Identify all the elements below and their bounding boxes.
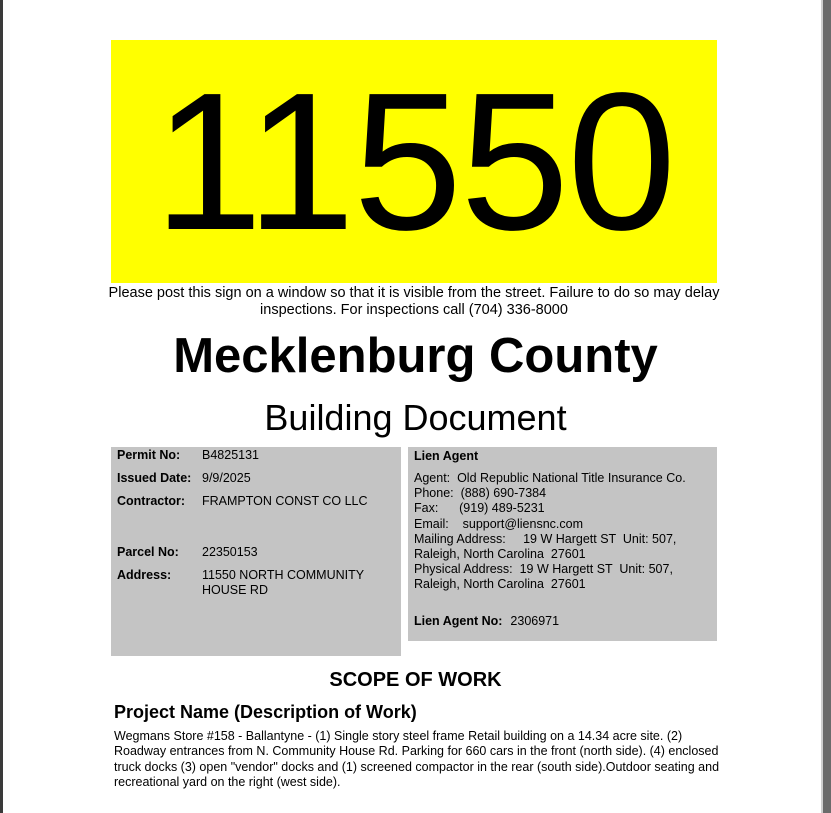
address-row xyxy=(117,568,392,598)
lien-physical-address-line2: Raleigh, North Carolina 27601 xyxy=(414,577,586,592)
issued-date-row xyxy=(117,471,387,486)
contractor-row xyxy=(117,494,387,509)
county-title: Mecklenburg County xyxy=(173,329,658,383)
lien-agent-name: Agent: Old Republic National Title Insurance Co. xyxy=(414,471,686,485)
parcel-row xyxy=(117,545,387,560)
lien-agent-email: Email: support@liensnc.com xyxy=(414,516,584,531)
parcel-value: 22350153 xyxy=(202,545,258,559)
issued-date-label: Issued Date: xyxy=(117,471,192,485)
lien-agent-fax: Fax: (919) 489-5231 xyxy=(414,501,545,516)
contractor-label: Contractor: xyxy=(117,494,186,508)
lien-agent-phone: Phone: (888) 690-7384 xyxy=(414,486,547,501)
parcel-label: Parcel No: xyxy=(117,545,179,559)
lien-agent-no-label: Lien Agent No: xyxy=(414,614,503,628)
document-type: Building Document xyxy=(264,397,567,438)
lien-physical-address-line1: Physical Address: 19 W Hargett ST Unit: 507, xyxy=(414,562,673,577)
sign-number: 11550 xyxy=(153,51,675,271)
permit-no-row xyxy=(117,448,387,463)
lien-agent-no-row xyxy=(414,614,559,628)
lien-agent-no-value: 2306971 xyxy=(510,614,560,628)
address-label: Address: xyxy=(117,568,172,582)
sign-number-banner xyxy=(111,40,717,283)
lien-mailing-address-line2: Raleigh, North Carolina 27601 xyxy=(414,547,586,562)
lien-mailing-address-line1: Mailing Address: 19 W Hargett ST Unit: 507, xyxy=(414,531,677,546)
project-description: Wegmans Store #158 - Ballantyne - (1) Single story steel frame Retail building on a 14.34 acre site. (2) Roadway entrances from N. Community House Rd. Parking for 660 cars in the front (north side). (4) enclosed truck docks (3) open "vendor" docks and (1) screened compactor in the rear (south side).Outdoor seating and recreational yard on the right (west side). xyxy=(114,729,720,789)
lien-agent-details xyxy=(414,471,686,593)
address-value: 11550 NORTH COMMUNITY HOUSE RD xyxy=(202,568,364,597)
project-name-heading: Project Name (Description of Work) xyxy=(114,702,417,722)
lien-agent-box xyxy=(408,447,717,641)
permit-info-box xyxy=(111,447,401,656)
issued-date-value: 9/9/2025 xyxy=(202,471,251,485)
lien-agent-title: Lien Agent xyxy=(414,449,479,463)
scope-of-work-title: SCOPE OF WORK xyxy=(329,669,502,691)
permit-no-value: B4825131 xyxy=(202,448,260,462)
posting-instructions: Please post this sign on a window so that it is visible from the street. Failure to do so may delay inspections. For inspections call (704) 336-8000 xyxy=(108,285,720,318)
contractor-value: FRAMPTON CONST CO LLC xyxy=(202,494,368,508)
permit-no-label: Permit No: xyxy=(117,448,181,462)
